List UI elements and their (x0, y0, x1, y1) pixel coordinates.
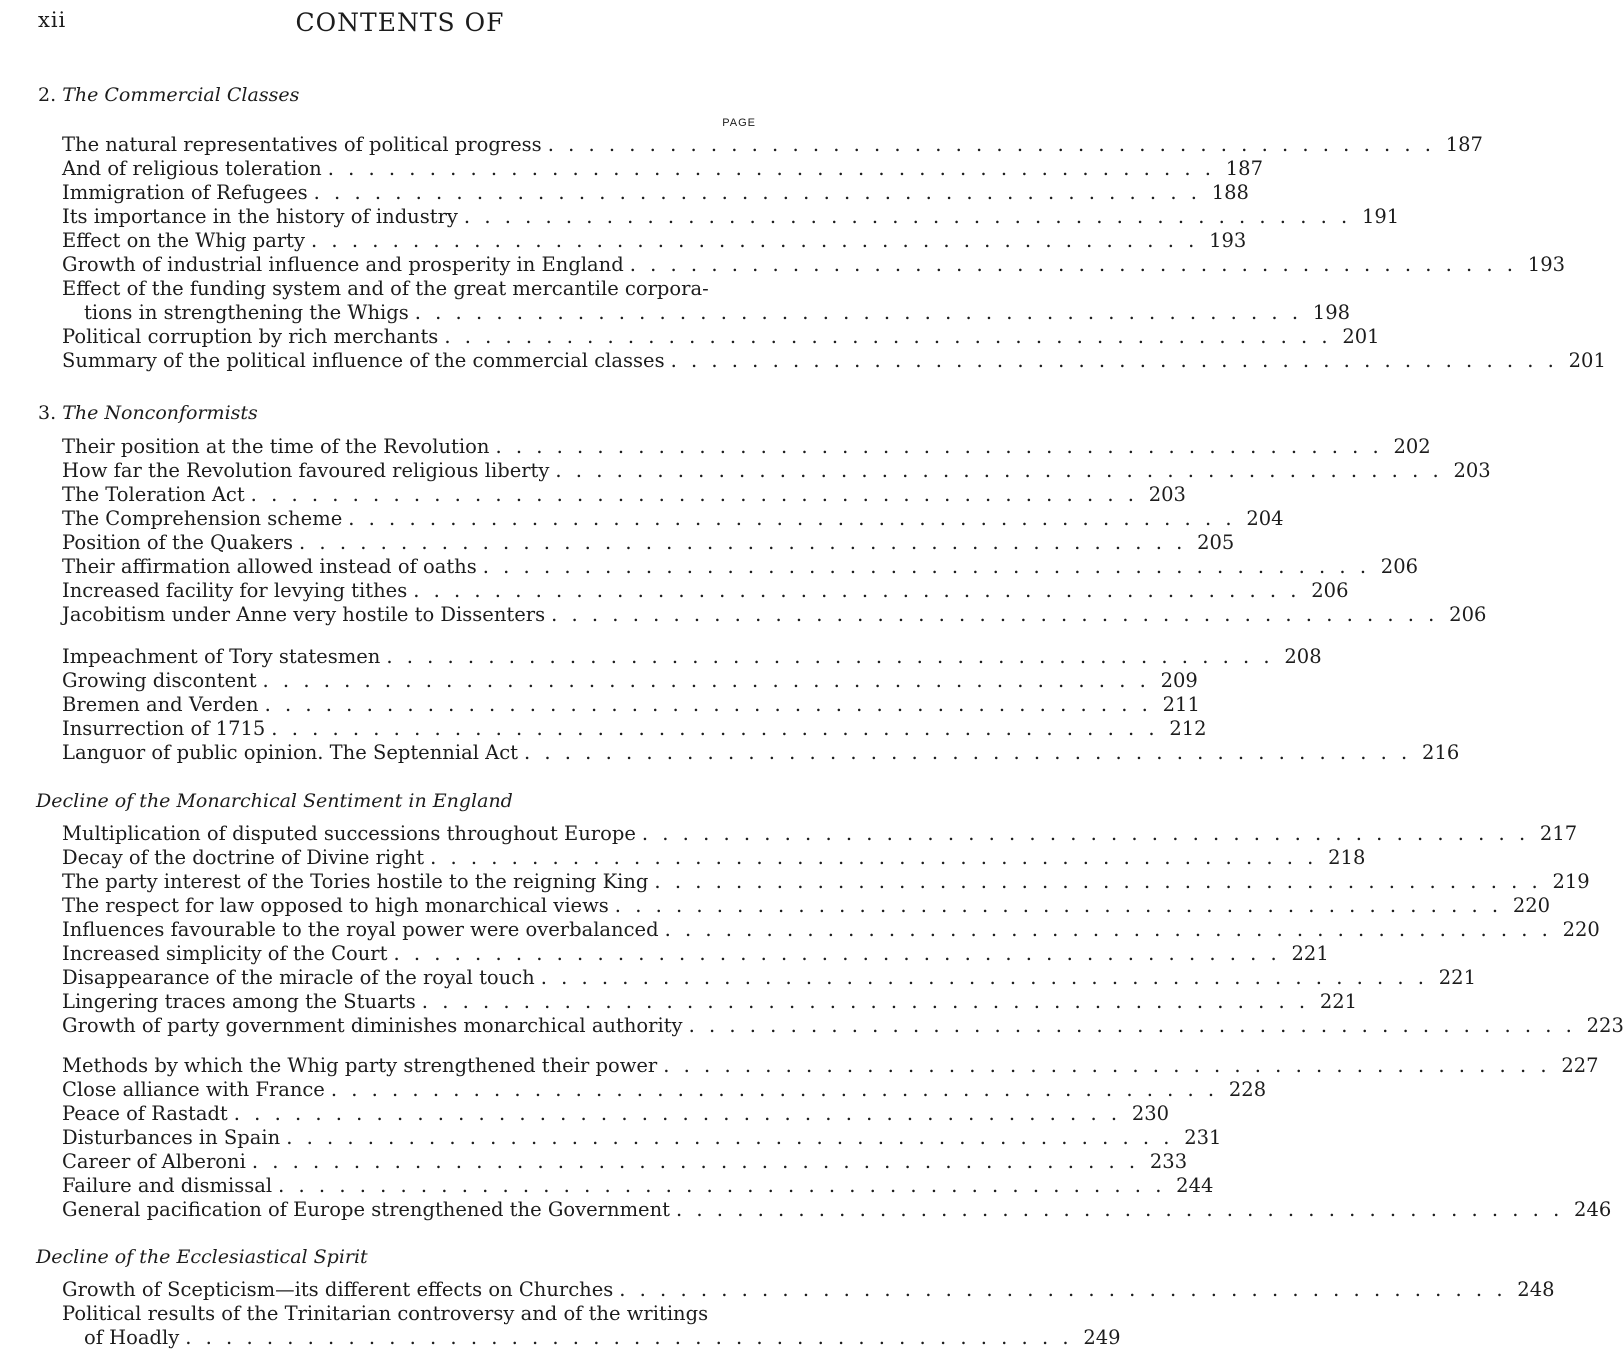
toc-entry-page: 216 (1422, 741, 1460, 764)
dot-leader: . . . . . . . . . . . . . . . . . . . . . . . . . . . . . . . . . . . . . . . . . . . . (250, 483, 1138, 506)
toc-entry-page: 211 (1162, 693, 1200, 716)
dot-leader: . . . . . . . . . . . . . . . . . . . . . . . . . . . . . . . . . . . . . . . . . . . . (286, 1126, 1174, 1149)
toc-entry (62, 1278, 1555, 1302)
toc-entry-page: 223 (1586, 1014, 1624, 1037)
dot-leader: . . . . . . . . . . . . . . . . . . . . . . . . . . . . . . . . . . . . . . . . . . . . (676, 1198, 1564, 1221)
dot-leader: . . . . . . . . . . . . . . . . . . . . . . . . . . . . . . . . . . . . . . . . . . . . (393, 942, 1281, 965)
section-heading (38, 84, 299, 106)
toc-entry-text: Their affirmation allowed instead of oaths (62, 555, 477, 578)
toc-entry (62, 918, 1600, 942)
toc-entry-page: 220 (1562, 918, 1600, 941)
toc-entry-text: Career of Alberoni (62, 1150, 246, 1173)
toc-entry-page: 193 (1209, 229, 1247, 252)
toc-entry-page (708, 1302, 756, 1326)
toc-entry-text: Political corruption by rich merchants (62, 325, 439, 348)
toc-entry (62, 894, 1551, 918)
toc-entry-page: 202 (1393, 435, 1431, 458)
toc-entry (62, 1014, 1624, 1038)
toc-entry-page: 220 (1512, 894, 1551, 917)
toc-entry-text: The party interest of the Tories hostile to the reigning King (62, 870, 649, 893)
toc-entry (62, 1198, 1612, 1222)
toc-entry-page: 209 (1160, 669, 1198, 692)
toc-entry-text: Growth of party government diminishes monarchical authority (62, 1014, 683, 1037)
toc-entry (62, 459, 1491, 483)
dot-leader: . . . . . . . . . . . . . . . . . . . . . . . . . . . . . . . . . . . . . . . . . . . . (495, 435, 1383, 458)
toc-entry-text: Decay of the doctrine of Divine right (62, 846, 425, 869)
toc-entry (62, 483, 1186, 507)
toc-entry-text: The natural representatives of political progress (62, 133, 542, 156)
toc-entry-page: 233 (1149, 1150, 1188, 1173)
toc-entry-text: The Toleration Act (62, 483, 245, 506)
dot-leader: . . . . . . . . . . . . . . . . . . . . . . . . . . . . . . . . . . . . . . . . . . . . (641, 822, 1530, 845)
toc-entry-page: 221 (1319, 990, 1358, 1013)
toc-entry-page: 221 (1438, 966, 1476, 989)
toc-entry-page: 231 (1184, 1126, 1222, 1149)
dot-leader: . . . . . . . . . . . . . . . . . . . . . . . . . . . . . . . . . . . . . . . . . . . . (413, 579, 1301, 602)
dot-leader: . . . . . . . . . . . . . . . . . . . . . . . . . . . . . . . . . . . . . . . . . . . . (555, 459, 1443, 482)
dot-leader: . . . . . . . . . . . . . . . . . . . . . . . . . . . . . . . . . . . . . . . . . . . . (185, 1326, 1073, 1349)
toc-entry-page: 206 (1449, 603, 1487, 626)
toc-entry-text: Political results of the Trinitarian controversy and of the writings (62, 1302, 709, 1325)
toc-entry-text: Growth of industrial influence and prosperity in England (62, 253, 624, 276)
dot-leader: . . . . . . . . . . . . . . . . . . . . . . . . . . . . . . . . . . . . . . . . . . . . (463, 205, 1352, 228)
toc-entry (62, 277, 758, 301)
toc-entry-text: Disturbances in Spain (62, 1126, 281, 1149)
toc-entry (62, 1174, 1214, 1198)
toc-entry (62, 531, 1235, 555)
toc-entry-page: 204 (1246, 507, 1284, 530)
dot-leader: . . . . . . . . . . . . . . . . . . . . . . . . . . . . . . . . . . . . . . . . . . . . (430, 846, 1318, 869)
dot-leader: . . . . . . . . . . . . . . . . . . . . . . . . . . . . . . . . . . . . . . . . . . . . (523, 741, 1412, 764)
toc-entry-page: 201 (1568, 349, 1606, 372)
toc-entry-text: Jacobitism under Anne very hostile to Dissenters (62, 603, 546, 626)
toc-entry (62, 1302, 758, 1326)
toc-entry-text: Growth of Scepticism—its different effects on Churches (62, 1278, 614, 1301)
toc-entry (62, 1078, 1267, 1102)
toc-entry-text: And of religious toleration (62, 157, 322, 180)
toc-entry-text: of Hoadly (84, 1326, 180, 1349)
toc-entry-text: Its importance in the history of industry (62, 205, 458, 228)
toc-entry-text: Multiplication of disputed successions throughout Europe (62, 822, 636, 845)
toc-entry (62, 181, 1249, 205)
toc-entry (62, 846, 1366, 870)
dot-leader: . . . . . . . . . . . . . . . . . . . . . . . . . . . . . . . . . . . . . . . . . . . . (299, 531, 1187, 554)
dot-leader: . . . . . . . . . . . . . . . . . . . . . . . . . . . . . . . . . . . . . . . . . . . . (271, 717, 1159, 740)
dot-leader: . . . . . . . . . . . . . . . . . . . . . . . . . . . . . . . . . . . . . . . . . . . . (551, 603, 1439, 626)
toc-entry-text: Languor of public opinion. The Septennial Act (62, 741, 518, 764)
toc-entry-page: 198 (1312, 301, 1351, 324)
section-title: The Nonconformists (62, 402, 258, 424)
dot-leader: . . . . . . . . . . . . . . . . . . . . . . . . . . . . . . . . . . . . . . . . . . . . (619, 1278, 1507, 1301)
toc-entry (62, 717, 1207, 741)
dot-leader: . . . . . . . . . . . . . . . . . . . . . . . . . . . . . . . . . . . . . . . . . . . . (663, 1054, 1551, 1077)
dot-leader: . . . . . . . . . . . . . . . . . . . . . . . . . . . . . . . . . . . . . . . . . . . . (421, 990, 1310, 1013)
section-title: Decline of the Ecclesiastical Spirit (36, 1246, 368, 1268)
toc-entry (62, 822, 1578, 846)
toc-entry (84, 1326, 1121, 1350)
toc-entry (62, 1126, 1222, 1150)
dot-leader: . . . . . . . . . . . . . . . . . . . . . . . . . . . . . . . . . . . . . . . . . . . . (262, 669, 1150, 692)
toc-entry (62, 1102, 1170, 1126)
toc-entry-text: Influences favourable to the royal power were overbalanced (62, 918, 659, 941)
toc-entry (62, 741, 1460, 765)
toc-entry-page: 218 (1328, 846, 1366, 869)
dot-leader: . . . . . . . . . . . . . . . . . . . . . . . . . . . . . . . . . . . . . . . . . . . . (444, 325, 1332, 348)
section-title: Decline of the Monarchical Sentiment in England (36, 790, 513, 812)
toc-entry-text: Disappearance of the miracle of the royal touch (62, 966, 535, 989)
toc-entry-page: 191 (1361, 205, 1400, 228)
toc-entry (62, 349, 1606, 373)
toc-entry-page: 203 (1453, 459, 1491, 482)
toc-entry-page: 230 (1131, 1102, 1170, 1125)
dot-leader: . . . . . . . . . . . . . . . . . . . . . . . . . . . . . . . . . . . . . . . . . . . . (654, 870, 1542, 893)
toc-entry-page: 187 (1225, 157, 1263, 180)
toc-entry-page: 244 (1176, 1174, 1214, 1197)
toc-entry-page: 201 (1342, 325, 1380, 348)
dot-leader: . . . . . . . . . . . . . . . . . . . . . . . . . . . . . . . . . . . . . . . . . . . . (233, 1102, 1122, 1125)
toc-entry (62, 669, 1198, 693)
toc-entry-page: 205 (1197, 531, 1235, 554)
toc-entry-page: 227 (1561, 1054, 1599, 1077)
dot-leader: . . . . . . . . . . . . . . . . . . . . . . . . . . . . . . . . . . . . . . . . . . . . (614, 894, 1503, 917)
section-number: 3. (38, 402, 57, 424)
toc-entry-page: 187 (1445, 133, 1483, 156)
dot-leader: . . . . . . . . . . . . . . . . . . . . . . . . . . . . . . . . . . . . . . . . . . . . (278, 1174, 1166, 1197)
dot-leader: . . . . . . . . . . . . . . . . . . . . . . . . . . . . . . . . . . . . . . . . . . . . (386, 645, 1274, 668)
page-column-label: PAGE (722, 117, 756, 129)
dot-leader: . . . . . . . . . . . . . . . . . . . . . . . . . . . . . . . . . . . . . . . . . . . . (688, 1014, 1576, 1037)
toc-entry-text: Lingering traces among the Stuarts (62, 990, 416, 1013)
toc-entry-text: The respect for law opposed to high monarchical views (62, 894, 609, 917)
dot-leader: . . . . . . . . . . . . . . . . . . . . . . . . . . . . . . . . . . . . . . . . . . . . (251, 1150, 1140, 1173)
toc-entry (62, 253, 1566, 277)
toc-entry-page: 249 (1083, 1326, 1121, 1349)
toc-entry-page: 206 (1380, 555, 1419, 578)
toc-entry-text: Impeachment of Tory statesmen (62, 645, 381, 668)
toc-entry-page: 246 (1574, 1198, 1612, 1221)
toc-entry-text: Growing discontent (62, 669, 257, 692)
toc-entry (62, 870, 1590, 894)
toc-entry-page (709, 277, 757, 301)
toc-entry-page: 193 (1527, 253, 1566, 276)
dot-leader: . . . . . . . . . . . . . . . . . . . . . . . . . . . . . . . . . . . . . . . . . . . . (414, 301, 1303, 324)
toc-entry (62, 229, 1247, 253)
toc-entry-text: Peace of Rastadt (62, 1102, 228, 1125)
toc-entry (62, 435, 1431, 459)
toc-entry-text: Insurrection of 1715 (62, 717, 266, 740)
toc-entry (84, 301, 1351, 325)
toc-entry (62, 205, 1400, 229)
toc-entry-page: 212 (1169, 717, 1207, 740)
toc-entry (62, 555, 1419, 579)
page-numeral: xii (38, 8, 67, 32)
toc-entry (62, 507, 1284, 531)
toc-entry (62, 579, 1349, 603)
section-heading (38, 402, 258, 424)
toc-entry-page: 217 (1539, 822, 1578, 845)
toc-entry-text: Methods by which the Whig party strengthened their power (62, 1054, 658, 1077)
dot-leader: . . . . . . . . . . . . . . . . . . . . . . . . . . . . . . . . . . . . . . . . . . . . (547, 133, 1435, 156)
dot-leader: . . . . . . . . . . . . . . . . . . . . . . . . . . . . . . . . . . . . . . . . . . . . (330, 1078, 1219, 1101)
toc-entry-text: Bremen and Verden (62, 693, 259, 716)
toc-entry-text: Failure and dismissal (62, 1174, 273, 1197)
section-number: 2. (38, 84, 57, 106)
section-title: The Commercial Classes (62, 84, 300, 106)
toc-entry-text: Position of the Quakers (62, 531, 294, 554)
toc-entry-text: Immigration of Refugees (62, 181, 308, 204)
toc-entry-page: 208 (1284, 645, 1322, 668)
toc-entry-text: Increased facility for levying tithes (62, 579, 408, 602)
section-heading (36, 1246, 368, 1268)
toc-entry-text: Summary of the political influence of the commercial classes (62, 349, 665, 372)
toc-entry-page: 221 (1291, 942, 1329, 965)
toc-entry-text: Close alliance with France (62, 1078, 325, 1101)
toc-entry-text: Their position at the time of the Revolution (62, 435, 490, 458)
toc-entry-text: tions in strengthening the Whigs (84, 301, 409, 324)
dot-leader: . . . . . . . . . . . . . . . . . . . . . . . . . . . . . . . . . . . . . . . . . . . . (664, 918, 1552, 941)
toc-entry-page: 206 (1311, 579, 1349, 602)
dot-leader: . . . . . . . . . . . . . . . . . . . . . . . . . . . . . . . . . . . . . . . . . . . . (327, 157, 1215, 180)
toc-entry-text: Effect on the Whig party (62, 229, 306, 252)
toc-entry (62, 157, 1263, 181)
toc-entry-text: The Comprehension scheme (62, 507, 343, 530)
dot-leader: . . . . . . . . . . . . . . . . . . . . . . . . . . . . . . . . . . . . . . . . . . . . (540, 966, 1428, 989)
toc-entry (62, 966, 1476, 990)
toc-entry-text: General pacification of Europe strengthened the Government (62, 1198, 670, 1221)
dot-leader: . . . . . . . . . . . . . . . . . . . . . . . . . . . . . . . . . . . . . . . . . . . . (311, 229, 1199, 252)
section-heading (36, 790, 513, 812)
toc-entry (62, 133, 1483, 157)
dot-leader: . . . . . . . . . . . . . . . . . . . . . . . . . . . . . . . . . . . . . . . . . . . . (348, 507, 1236, 530)
dot-leader: . . . . . . . . . . . . . . . . . . . . . . . . . . . . . . . . . . . . . . . . . . . . (313, 181, 1201, 204)
dot-leader: . . . . . . . . . . . . . . . . . . . . . . . . . . . . . . . . . . . . . . . . . . . . (629, 253, 1518, 276)
toc-entry (62, 325, 1380, 349)
toc-entry (62, 1150, 1188, 1174)
dot-leader: . . . . . . . . . . . . . . . . . . . . . . . . . . . . . . . . . . . . . . . . . . . . (670, 349, 1558, 372)
toc-entry (62, 942, 1329, 966)
toc-entry (62, 603, 1487, 627)
toc-entry (62, 645, 1322, 669)
toc-entry-text: Effect of the funding system and of the great mercantile corpora- (62, 277, 709, 300)
toc-entry-page: 219 (1552, 870, 1590, 893)
dot-leader: . . . . . . . . . . . . . . . . . . . . . . . . . . . . . . . . . . . . . . . . . . . . (482, 555, 1371, 578)
toc-entry-text: How far the Revolution favoured religious liberty (62, 459, 550, 482)
toc-entry (62, 1054, 1599, 1078)
toc-entry-text: Increased simplicity of the Court (62, 942, 388, 965)
toc-entry (62, 693, 1200, 717)
toc-entry-page: 248 (1517, 1278, 1555, 1301)
toc-entry-page: 203 (1148, 483, 1186, 506)
dot-leader: . . . . . . . . . . . . . . . . . . . . . . . . . . . . . . . . . . . . . . . . . . . . (264, 693, 1152, 716)
toc-entry-page: 228 (1228, 1078, 1267, 1101)
running-title: CONTENTS OF (295, 8, 505, 37)
toc-entry (62, 990, 1358, 1014)
toc-entry-page: 188 (1211, 181, 1249, 204)
